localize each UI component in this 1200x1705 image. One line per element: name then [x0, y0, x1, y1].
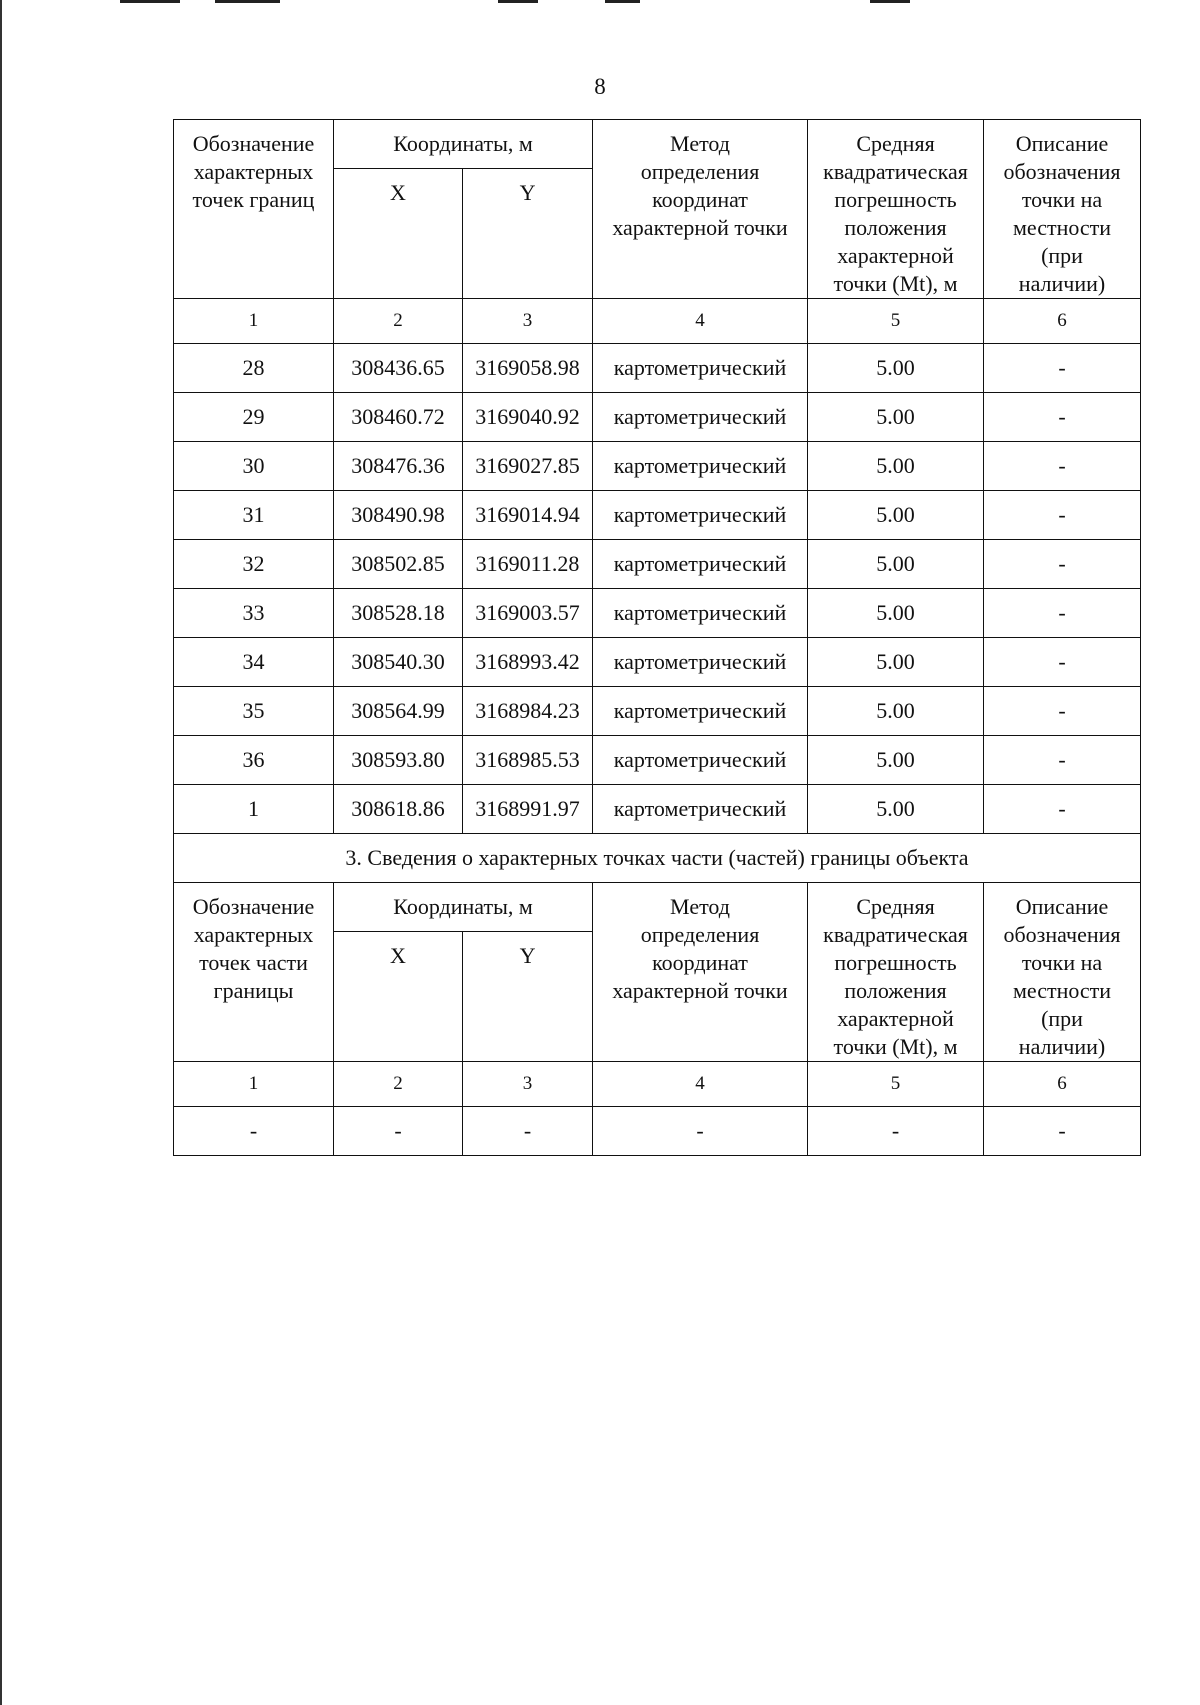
column-number: 3: [463, 1062, 593, 1107]
column-number-row: [174, 1062, 1141, 1107]
header-point-label: Обозначение характерных точек части границы: [174, 883, 334, 1062]
y-cell: -: [463, 1107, 593, 1156]
column-number: 3: [463, 299, 593, 344]
y-cell: 3169011.28: [463, 540, 593, 589]
method-cell: картометрический: [593, 687, 808, 736]
y-cell: 3169003.57: [463, 589, 593, 638]
column-number: 5: [808, 299, 984, 344]
table-row: [174, 687, 1141, 736]
header-accuracy: Средняя квадратическая погрешность положения характерной точки (Mt), м: [808, 883, 984, 1062]
method-cell: картометрический: [593, 736, 808, 785]
x-cell: 308540.30: [334, 638, 463, 687]
y-cell: 3169014.94: [463, 491, 593, 540]
column-number-row: [174, 299, 1141, 344]
description-cell: -: [984, 1107, 1141, 1156]
column-number: 6: [984, 1062, 1141, 1107]
accuracy-cell: 5.00: [808, 393, 984, 442]
description-cell: -: [984, 687, 1141, 736]
point-id-cell: 30: [174, 442, 334, 491]
x-cell: 308564.99: [334, 687, 463, 736]
scan-edge-top: [120, 0, 180, 3]
scan-edge-top: [498, 0, 538, 3]
y-cell: 3169027.85: [463, 442, 593, 491]
method-cell: -: [593, 1107, 808, 1156]
column-number: 1: [174, 1062, 334, 1107]
method-cell: картометрический: [593, 785, 808, 834]
section-title: 3. Сведения о характерных точках части (частей) границы объекта: [174, 834, 1141, 883]
method-cell: картометрический: [593, 344, 808, 393]
y-cell: 3168993.42: [463, 638, 593, 687]
scan-edge-top: [215, 0, 280, 3]
description-cell: -: [984, 638, 1141, 687]
point-id-cell: 34: [174, 638, 334, 687]
table-row: [174, 736, 1141, 785]
x-cell: 308476.36: [334, 442, 463, 491]
header-coordinates: Координаты, м: [334, 883, 593, 932]
table-row: [174, 442, 1141, 491]
method-cell: картометрический: [593, 638, 808, 687]
section-row: [174, 834, 1141, 883]
accuracy-cell: 5.00: [808, 442, 984, 491]
method-cell: картометрический: [593, 589, 808, 638]
point-id-cell: 33: [174, 589, 334, 638]
header-accuracy: Средняя квадратическая погрешность положения характерной точки (Mt), м: [808, 120, 984, 299]
method-cell: картометрический: [593, 442, 808, 491]
column-number: 4: [593, 1062, 808, 1107]
description-cell: -: [984, 589, 1141, 638]
accuracy-cell: 5.00: [808, 491, 984, 540]
description-cell: -: [984, 540, 1141, 589]
point-id-cell: 32: [174, 540, 334, 589]
point-id-cell: 35: [174, 687, 334, 736]
header-y: Y: [463, 932, 593, 1062]
page-number: 8: [594, 74, 606, 99]
header-row: [174, 120, 1141, 169]
y-cell: 3168991.97: [463, 785, 593, 834]
y-cell: 3168985.53: [463, 736, 593, 785]
table-row: [174, 491, 1141, 540]
accuracy-cell: 5.00: [808, 540, 984, 589]
x-cell: 308618.86: [334, 785, 463, 834]
accuracy-cell: 5.00: [808, 736, 984, 785]
table-row: [174, 344, 1141, 393]
x-cell: -: [334, 1107, 463, 1156]
method-cell: картометрический: [593, 393, 808, 442]
header-method: Метод определения координат характерной точки: [593, 883, 808, 1062]
column-number: 4: [593, 299, 808, 344]
table-row: [174, 785, 1141, 834]
scan-edge-top: [870, 0, 910, 3]
table-row: [174, 540, 1141, 589]
header-description: Описание обозначения точки на местности (при наличии): [984, 120, 1141, 299]
x-cell: 308593.80: [334, 736, 463, 785]
method-cell: картометрический: [593, 491, 808, 540]
accuracy-cell: 5.00: [808, 344, 984, 393]
description-cell: -: [984, 344, 1141, 393]
description-cell: -: [984, 736, 1141, 785]
y-cell: 3169040.92: [463, 393, 593, 442]
x-cell: 308490.98: [334, 491, 463, 540]
header-point-label: Обозначение характерных точек границ: [174, 120, 334, 299]
header-y: Y: [463, 169, 593, 299]
point-id-cell: 1: [174, 785, 334, 834]
point-id-cell: 29: [174, 393, 334, 442]
column-number: 5: [808, 1062, 984, 1107]
description-cell: -: [984, 442, 1141, 491]
y-cell: 3168984.23: [463, 687, 593, 736]
header-x: X: [334, 169, 463, 299]
coordinates-table: [173, 119, 1141, 1156]
scan-edge-left: [0, 0, 2, 1705]
description-cell: -: [984, 785, 1141, 834]
header-coordinates: Координаты, м: [334, 120, 593, 169]
table-row: [174, 589, 1141, 638]
scan-edge-top: [605, 0, 640, 3]
point-id-cell: -: [174, 1107, 334, 1156]
x-cell: 308436.65: [334, 344, 463, 393]
header-x: X: [334, 932, 463, 1062]
description-cell: -: [984, 393, 1141, 442]
column-number: 2: [334, 1062, 463, 1107]
method-cell: картометрический: [593, 540, 808, 589]
x-cell: 308502.85: [334, 540, 463, 589]
description-cell: -: [984, 491, 1141, 540]
column-number: 1: [174, 299, 334, 344]
y-cell: 3169058.98: [463, 344, 593, 393]
header-row: [174, 883, 1141, 932]
accuracy-cell: 5.00: [808, 785, 984, 834]
header-method: Метод определения координат характерной точки: [593, 120, 808, 299]
column-number: 2: [334, 299, 463, 344]
point-id-cell: 36: [174, 736, 334, 785]
x-cell: 308528.18: [334, 589, 463, 638]
table-row: [174, 393, 1141, 442]
point-id-cell: 28: [174, 344, 334, 393]
accuracy-cell: 5.00: [808, 638, 984, 687]
accuracy-cell: 5.00: [808, 687, 984, 736]
accuracy-cell: 5.00: [808, 589, 984, 638]
table-row: [174, 1107, 1141, 1156]
accuracy-cell: -: [808, 1107, 984, 1156]
column-number: 6: [984, 299, 1141, 344]
table-row: [174, 638, 1141, 687]
header-description: Описание обозначения точки на местности (при наличии): [984, 883, 1141, 1062]
point-id-cell: 31: [174, 491, 334, 540]
x-cell: 308460.72: [334, 393, 463, 442]
